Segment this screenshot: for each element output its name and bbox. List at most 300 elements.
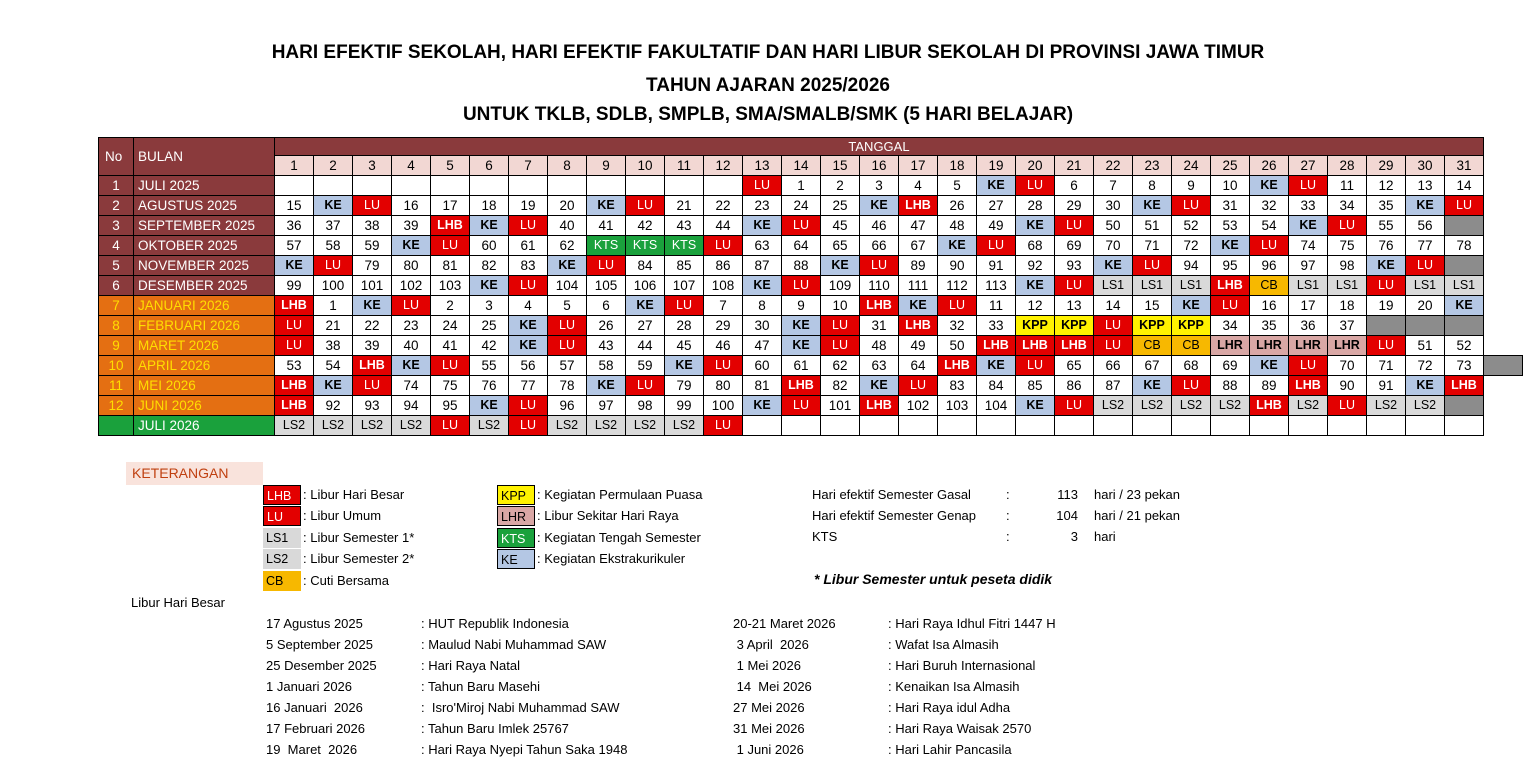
month-row [99, 316, 1523, 336]
day-cell [743, 416, 782, 436]
day-cell: 58 [314, 236, 353, 256]
holiday-name: : Isro'Miroj Nabi Muhammad SAW [421, 700, 620, 715]
row-number [99, 416, 134, 436]
day-cell: 62 [548, 236, 587, 256]
day-cell: 34 [1328, 196, 1367, 216]
day-cell: 20 [1406, 296, 1445, 316]
row-number: 8 [99, 316, 134, 336]
day-cell: KE [977, 356, 1016, 376]
day-cell: 53 [275, 356, 314, 376]
day-number: 18 [938, 156, 977, 176]
day-cell: 13 [1406, 176, 1445, 196]
day-cell: 69 [1211, 356, 1250, 376]
day-number: 31 [1445, 156, 1484, 176]
day-cell: 27 [626, 316, 665, 336]
day-cell: KE [860, 376, 899, 396]
stat-unit: hari [1094, 529, 1116, 544]
day-cell: 50 [1094, 216, 1133, 236]
day-cell: KE [1445, 296, 1484, 316]
holiday-name: : Tahun Baru Masehi [421, 679, 540, 694]
day-cell: 79 [665, 376, 704, 396]
day-cell: KE [782, 336, 821, 356]
day-cell: 10 [1211, 176, 1250, 196]
day-cell: KPP [1172, 316, 1211, 336]
day-cell: LU [1328, 216, 1367, 236]
day-cell: 80 [704, 376, 743, 396]
day-cell: 57 [548, 356, 587, 376]
legend-desc: : Libur Semester 1* [303, 530, 415, 545]
header-bulan: BULAN [134, 138, 275, 176]
day-number: 28 [1328, 156, 1367, 176]
day-cell: LS1 [1172, 276, 1211, 296]
day-cell: 104 [548, 276, 587, 296]
day-cell: 44 [704, 216, 743, 236]
day-cell: LU [1133, 256, 1172, 276]
day-cell: LU [509, 416, 548, 436]
day-cell: 56 [1406, 216, 1445, 236]
day-cell: 91 [1367, 376, 1406, 396]
month-row [99, 256, 1523, 276]
day-cell: LHB [353, 356, 392, 376]
day-cell: 103 [938, 396, 977, 416]
day-cell: LS1 [1094, 276, 1133, 296]
day-number: 4 [392, 156, 431, 176]
day-cell: 15 [275, 196, 314, 216]
day-cell: LS2 [314, 416, 353, 436]
day-cell: 33 [977, 316, 1016, 336]
day-cell: 70 [1328, 356, 1367, 376]
day-cell: 49 [899, 336, 938, 356]
holiday-name: : HUT Republik Indonesia [421, 616, 569, 631]
day-cell: LU [821, 336, 860, 356]
day-cell: 56 [509, 356, 548, 376]
day-cell: KE [587, 196, 626, 216]
day-cell: 28 [665, 316, 704, 336]
day-cell: 40 [392, 336, 431, 356]
day-cell: 59 [626, 356, 665, 376]
day-cell: LS2 [353, 416, 392, 436]
stat-sep: : [1006, 508, 1010, 523]
day-cell: LS2 [1094, 396, 1133, 416]
day-cell [1445, 256, 1484, 276]
day-cell: LS1 [1445, 276, 1484, 296]
day-cell: KE [275, 256, 314, 276]
day-cell: 39 [353, 336, 392, 356]
semester-note: * Libur Semester untuk peseta didik [814, 571, 1053, 587]
day-cell: 39 [392, 216, 431, 236]
document-subtitle-level: UNTUK TKLB, SDLB, SMPLB, SMA/SMALB/SMK (5 HARI BELAJAR) [462, 104, 1074, 125]
day-cell: KE [1016, 216, 1055, 236]
holiday-name: : Hari Raya idul Adha [888, 700, 1011, 715]
day-cell: 82 [821, 376, 860, 396]
day-cell: 60 [743, 356, 782, 376]
day-cell: KE [314, 376, 353, 396]
day-cell: 16 [1250, 296, 1289, 316]
day-number: 9 [587, 156, 626, 176]
day-cell: LU [1055, 396, 1094, 416]
day-cell: 51 [1406, 336, 1445, 356]
month-name: SEPTEMBER 2025 [134, 216, 275, 236]
legend-desc: : Kegiatan Permulaan Puasa [537, 487, 703, 502]
row-number: 4 [99, 236, 134, 256]
holiday-date: 1 Mei 2026 [733, 658, 801, 673]
day-cell: LHB [1289, 376, 1328, 396]
row-number: 10 [99, 356, 134, 376]
day-number: 3 [353, 156, 392, 176]
day-cell: 77 [509, 376, 548, 396]
holiday-date: 14 Mei 2026 [733, 679, 812, 694]
day-cell: LU [1328, 396, 1367, 416]
day-cell: 12 [1367, 176, 1406, 196]
row-number: 1 [99, 176, 134, 196]
day-cell: 9 [1172, 176, 1211, 196]
row-number: 9 [99, 336, 134, 356]
day-cell: LU [1289, 356, 1328, 376]
day-cell: LU [1367, 336, 1406, 356]
holiday-name: : Maulud Nabi Muhammad SAW [421, 637, 607, 652]
day-cell: 41 [431, 336, 470, 356]
day-cell: 32 [1250, 196, 1289, 216]
day-cell: LS1 [1133, 276, 1172, 296]
month-row [99, 176, 1523, 196]
day-cell: KE [860, 196, 899, 216]
day-cell [1250, 416, 1289, 436]
day-cell: 63 [860, 356, 899, 376]
day-cell: LS2 [1133, 396, 1172, 416]
legend-desc: : Kegiatan Ekstrakurikuler [537, 551, 686, 566]
day-cell [1406, 416, 1445, 436]
stat-value: 113 [1057, 487, 1078, 502]
day-cell: LU [899, 376, 938, 396]
document-subtitle-year: TAHUN AJARAN 2025/2026 [646, 75, 890, 96]
day-cell: 74 [392, 376, 431, 396]
day-cell: KE [392, 356, 431, 376]
day-cell: KTS [665, 236, 704, 256]
day-cell: KPP [1055, 316, 1094, 336]
day-cell: 95 [431, 396, 470, 416]
row-number: 5 [99, 256, 134, 276]
day-cell: KTS [626, 236, 665, 256]
day-cell: 48 [938, 216, 977, 236]
month-name: MEI 2026 [134, 376, 275, 396]
day-cell: 75 [431, 376, 470, 396]
day-cell: 72 [1406, 356, 1445, 376]
day-cell: 91 [977, 256, 1016, 276]
month-name: DESEMBER 2025 [134, 276, 275, 296]
day-cell: 75 [1328, 236, 1367, 256]
holiday-name: : Tahun Baru Imlek 25767 [421, 721, 569, 736]
legend-desc: : Libur Hari Besar [303, 487, 405, 502]
holiday-date: 31 Mei 2026 [733, 721, 805, 736]
day-cell: 113 [977, 276, 1016, 296]
day-cell: 32 [938, 316, 977, 336]
day-cell: LS2 [665, 416, 704, 436]
day-cell: CB [1133, 336, 1172, 356]
day-cell [860, 416, 899, 436]
month-row [99, 216, 1523, 236]
day-number: 16 [860, 156, 899, 176]
day-cell: 16 [392, 196, 431, 216]
day-cell: LU [431, 416, 470, 436]
day-cell: 2 [431, 296, 470, 316]
day-cell: LU [509, 216, 548, 236]
day-cell: 88 [782, 256, 821, 276]
day-cell: 92 [1016, 256, 1055, 276]
day-cell: 84 [626, 256, 665, 276]
day-cell: 15 [1133, 296, 1172, 316]
day-cell: 30 [743, 316, 782, 336]
day-cell: 54 [1250, 216, 1289, 236]
day-number: 8 [548, 156, 587, 176]
day-cell: 94 [1172, 256, 1211, 276]
day-cell [821, 416, 860, 436]
day-cell: 92 [314, 396, 353, 416]
day-cell [1367, 416, 1406, 436]
day-cell: LU [431, 356, 470, 376]
day-number: 25 [1211, 156, 1250, 176]
day-cell: 96 [1250, 256, 1289, 276]
day-cell: 47 [743, 336, 782, 356]
day-cell: LU [626, 376, 665, 396]
day-cell: 54 [314, 356, 353, 376]
day-cell [1172, 416, 1211, 436]
day-cell: KE [509, 316, 548, 336]
day-cell: KE [1133, 196, 1172, 216]
day-cell: 46 [704, 336, 743, 356]
day-cell: 37 [314, 216, 353, 236]
day-cell: 45 [821, 216, 860, 236]
document-title: HARI EFEKTIF SEKOLAH, HARI EFEKTIF FAKULTATIF DAN HARI LIBUR SEKOLAH DI PROVINSI JAWA TIMUR [271, 42, 1265, 63]
day-cell: 77 [1406, 236, 1445, 256]
day-cell [548, 176, 587, 196]
day-number: 19 [977, 156, 1016, 176]
day-cell: LS1 [1289, 276, 1328, 296]
day-cell: KE [1406, 196, 1445, 216]
day-cell: 97 [587, 396, 626, 416]
day-cell: KE [548, 256, 587, 276]
holiday-name: : Hari Raya Natal [421, 658, 520, 673]
day-cell: LS2 [626, 416, 665, 436]
day-cell: LHB [860, 296, 899, 316]
day-cell: 112 [938, 276, 977, 296]
day-cell: LS2 [470, 416, 509, 436]
holiday-date: 19 Maret 2026 [266, 742, 358, 757]
legend-swatch-lhb: LHB [263, 485, 301, 505]
day-cell: LHB [938, 356, 977, 376]
day-cell: 87 [743, 256, 782, 276]
day-cell: 102 [899, 396, 938, 416]
day-cell: LHB [275, 396, 314, 416]
day-cell: 100 [314, 276, 353, 296]
day-cell: KE [743, 396, 782, 416]
day-cell [470, 176, 509, 196]
day-cell: 6 [1055, 176, 1094, 196]
row-number: 2 [99, 196, 134, 216]
day-cell: LHB [860, 396, 899, 416]
day-cell: 25 [470, 316, 509, 336]
day-cell [392, 176, 431, 196]
day-cell: LU [1094, 316, 1133, 336]
day-cell: 49 [977, 216, 1016, 236]
day-cell [431, 176, 470, 196]
day-cell: LU [782, 276, 821, 296]
day-cell: 99 [275, 276, 314, 296]
day-cell: 71 [1133, 236, 1172, 256]
legend-swatch-kts: KTS [497, 528, 535, 548]
day-cell: 31 [860, 316, 899, 336]
day-cell: KE [743, 216, 782, 236]
day-cell: LU [1016, 176, 1055, 196]
day-cell: 52 [1172, 216, 1211, 236]
day-cell: 98 [1328, 256, 1367, 276]
day-cell: 47 [899, 216, 938, 236]
day-cell: LS2 [392, 416, 431, 436]
month-row [99, 356, 1523, 376]
day-cell: 36 [275, 216, 314, 236]
month-row [99, 396, 1523, 416]
day-cell: 40 [548, 216, 587, 236]
day-cell: LU [1172, 376, 1211, 396]
day-cell: 98 [626, 396, 665, 416]
day-cell [587, 176, 626, 196]
day-cell [1406, 316, 1445, 336]
stat-label: Hari efektif Semester Gasal [812, 487, 971, 502]
month-name: NOVEMBER 2025 [134, 256, 275, 276]
day-cell: 33 [1289, 196, 1328, 216]
day-cell: LU [821, 316, 860, 336]
day-cell: 78 [1445, 236, 1484, 256]
day-cell: LHR [1211, 336, 1250, 356]
day-cell: 43 [587, 336, 626, 356]
day-cell [899, 416, 938, 436]
row-number: 7 [99, 296, 134, 316]
day-cell: KE [1250, 356, 1289, 376]
day-cell: 11 [1328, 176, 1367, 196]
day-cell: KE [743, 276, 782, 296]
day-number: 10 [626, 156, 665, 176]
day-cell: KTS [587, 236, 626, 256]
legend-desc: : Libur Sekitar Hari Raya [537, 508, 679, 523]
month-row [99, 236, 1523, 256]
day-cell: LHB [899, 316, 938, 336]
day-cell: LHB [977, 336, 1016, 356]
day-cell: KE [626, 296, 665, 316]
day-cell: KE [1172, 296, 1211, 316]
holiday-name: : Hari Raya Idhul Fitri 1447 H [888, 616, 1056, 631]
day-cell: LU [1172, 196, 1211, 216]
stat-unit: hari / 21 pekan [1094, 508, 1181, 523]
holiday-name: : Hari Raya Nyepi Tahun Saka 1948 [421, 742, 628, 757]
day-number: 20 [1016, 156, 1055, 176]
day-cell: 1 [314, 296, 353, 316]
stat-value: 3 [1070, 529, 1078, 544]
month-row [99, 196, 1523, 216]
row-number: 12 [99, 396, 134, 416]
month-row [99, 336, 1523, 356]
legend-title: KETERANGAN [126, 462, 263, 485]
holiday-date: 5 September 2025 [266, 637, 373, 652]
day-number: 2 [314, 156, 353, 176]
day-cell: 76 [1367, 236, 1406, 256]
day-cell: 45 [665, 336, 704, 356]
day-cell [1445, 216, 1484, 236]
day-cell: KPP [1016, 316, 1055, 336]
day-cell: KE [470, 396, 509, 416]
day-cell [314, 176, 353, 196]
day-cell: 72 [1172, 236, 1211, 256]
day-cell: LU [392, 296, 431, 316]
day-cell: 27 [977, 196, 1016, 216]
day-cell: 90 [1328, 376, 1367, 396]
day-cell: 62 [821, 356, 860, 376]
day-cell: 95 [1211, 256, 1250, 276]
day-cell: 3 [470, 296, 509, 316]
day-cell: LS2 [1172, 396, 1211, 416]
day-cell: 20 [548, 196, 587, 216]
day-cell [1445, 396, 1484, 416]
day-cell: 18 [1328, 296, 1367, 316]
day-cell: KE [1133, 376, 1172, 396]
day-number: 23 [1133, 156, 1172, 176]
legend-swatch-kpp: KPP [497, 485, 535, 505]
calendar-table [98, 137, 1523, 436]
day-cell: 14 [1094, 296, 1133, 316]
day-cell: LS1 [1328, 276, 1367, 296]
day-cell [1289, 416, 1328, 436]
day-cell: 12 [1016, 296, 1055, 316]
day-cell: 17 [431, 196, 470, 216]
day-cell: 58 [587, 356, 626, 376]
day-cell: 55 [1367, 216, 1406, 236]
day-cell: 5 [548, 296, 587, 316]
day-cell: 84 [977, 376, 1016, 396]
day-cell: KE [1367, 256, 1406, 276]
day-cell: LU [1250, 236, 1289, 256]
day-cell: 9 [782, 296, 821, 316]
day-cell: KE [899, 296, 938, 316]
day-cell: 53 [1211, 216, 1250, 236]
day-cell: KE [1094, 256, 1133, 276]
day-number: 5 [431, 156, 470, 176]
day-cell: 93 [353, 396, 392, 416]
day-cell: 83 [938, 376, 977, 396]
day-number: 14 [782, 156, 821, 176]
day-cell: LU [1367, 276, 1406, 296]
day-cell: 14 [1445, 176, 1484, 196]
day-cell: LU [353, 196, 392, 216]
month-name: APRIL 2026 [134, 356, 275, 376]
day-cell: LU [704, 236, 743, 256]
header-no: No [99, 138, 134, 176]
day-number: 11 [665, 156, 704, 176]
day-cell: 89 [899, 256, 938, 276]
stat-label: KTS [812, 529, 838, 544]
day-cell: 68 [1172, 356, 1211, 376]
day-cell: 86 [704, 256, 743, 276]
day-cell [1016, 416, 1055, 436]
day-cell: 88 [1211, 376, 1250, 396]
day-cell: LU [860, 256, 899, 276]
day-cell: 70 [1094, 236, 1133, 256]
stat-unit: hari / 23 pekan [1094, 487, 1181, 502]
month-name: JUNI 2026 [134, 396, 275, 416]
day-cell: KE [509, 336, 548, 356]
day-cell: 102 [392, 276, 431, 296]
day-cell: LU [353, 376, 392, 396]
day-cell: 106 [626, 276, 665, 296]
day-cell: 109 [821, 276, 860, 296]
day-cell: LU [431, 236, 470, 256]
